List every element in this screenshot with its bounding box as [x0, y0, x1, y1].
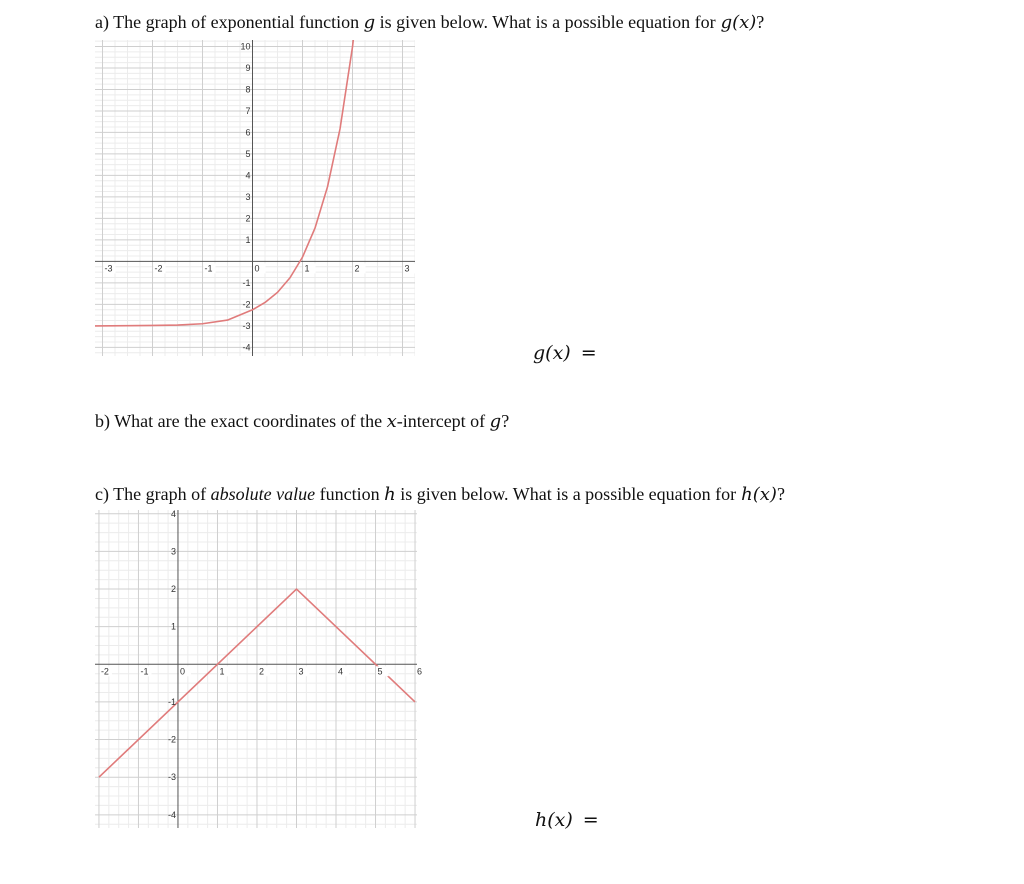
question-b-label: b) — [95, 411, 110, 431]
question-a-fn: g — [363, 12, 376, 33]
y-tick-label: 8 — [245, 84, 251, 95]
y-tick-label: 6 — [245, 127, 251, 138]
question-c — [95, 484, 785, 505]
question-a-text-after: is given below. What is a possible equation for — [379, 12, 716, 32]
x-tick-label: 2 — [354, 263, 360, 274]
y-tick-label: -2 — [167, 734, 176, 745]
x-tick-label: -2 — [100, 666, 109, 677]
answer-a — [533, 342, 597, 364]
y-tick-label: 10 — [240, 41, 251, 52]
question-b-text-before: What are the exact coordinates of the — [114, 411, 383, 431]
x-tick-label: -2 — [154, 263, 163, 274]
question-c-fn-call: h(x) — [741, 484, 777, 505]
x-tick-label: 3 — [298, 666, 304, 677]
question-b-var: x — [386, 411, 397, 432]
x-tick-label: 1 — [304, 263, 310, 274]
y-tick-label: 3 — [245, 191, 251, 202]
y-tick-label: 2 — [245, 213, 251, 224]
y-tick-label: 4 — [245, 170, 251, 181]
y-tick-label: -3 — [242, 320, 251, 331]
y-tick-label: -2 — [242, 299, 251, 310]
question-c-fn: h — [384, 484, 396, 505]
question-c-text-mid: function — [319, 484, 380, 504]
x-tick-label: 1 — [219, 666, 225, 677]
x-tick-label: -1 — [204, 263, 213, 274]
question-c-text-before: The graph of — [113, 484, 207, 504]
question-c-text-after: is given below. What is a possible equation for — [400, 484, 737, 504]
y-tick-label: -3 — [167, 772, 176, 783]
y-tick-label: 1 — [170, 621, 176, 632]
question-a-fn-call: g(x) — [720, 12, 757, 33]
x-tick-label: 0 — [254, 263, 260, 274]
x-tick-label: 5 — [377, 666, 383, 677]
y-tick-label: -1 — [167, 696, 176, 707]
question-c-end: ? — [776, 484, 785, 504]
question-b-text-mid: -intercept of — [396, 411, 486, 431]
y-tick-label: -4 — [242, 342, 251, 353]
x-tick-label: 6 — [417, 666, 423, 677]
question-b-fn: g — [489, 411, 502, 432]
x-tick-label: 3 — [404, 263, 410, 274]
question-b — [95, 411, 509, 432]
y-tick-label: 1 — [245, 234, 251, 245]
question-b-end: ? — [501, 411, 510, 431]
question-a — [95, 12, 764, 33]
question-c-emph: absolute value — [210, 484, 316, 504]
y-tick-label: -4 — [167, 809, 176, 820]
y-tick-label: -1 — [242, 277, 251, 288]
answer-a-lhs: g(x) — [533, 342, 571, 364]
y-tick-label: 9 — [245, 62, 251, 73]
y-tick-label: 7 — [245, 105, 251, 116]
x-tick-label: 4 — [338, 666, 344, 677]
y-tick-label: 3 — [170, 546, 176, 557]
y-tick-label: 4 — [170, 508, 176, 519]
graph-g — [95, 40, 415, 356]
x-tick-label: 2 — [258, 666, 265, 677]
x-tick-label: -1 — [140, 666, 149, 677]
question-c-label: c) — [95, 484, 109, 504]
question-a-text-before: The graph of exponential function — [113, 12, 360, 32]
graph-h — [95, 508, 423, 828]
y-tick-label: 2 — [170, 584, 176, 595]
y-tick-label: 5 — [245, 148, 251, 159]
question-a-end: ? — [756, 12, 765, 32]
x-tick-label: -3 — [104, 263, 113, 274]
answer-a-equals: = — [580, 342, 597, 364]
question-a-label: a) — [95, 12, 109, 32]
answer-c-lhs: h(x) — [535, 809, 573, 831]
answer-c — [535, 809, 599, 831]
plot-area — [95, 0, 415, 356]
answer-c-equals: = — [582, 809, 599, 831]
x-tick-label: 0 — [179, 666, 185, 677]
